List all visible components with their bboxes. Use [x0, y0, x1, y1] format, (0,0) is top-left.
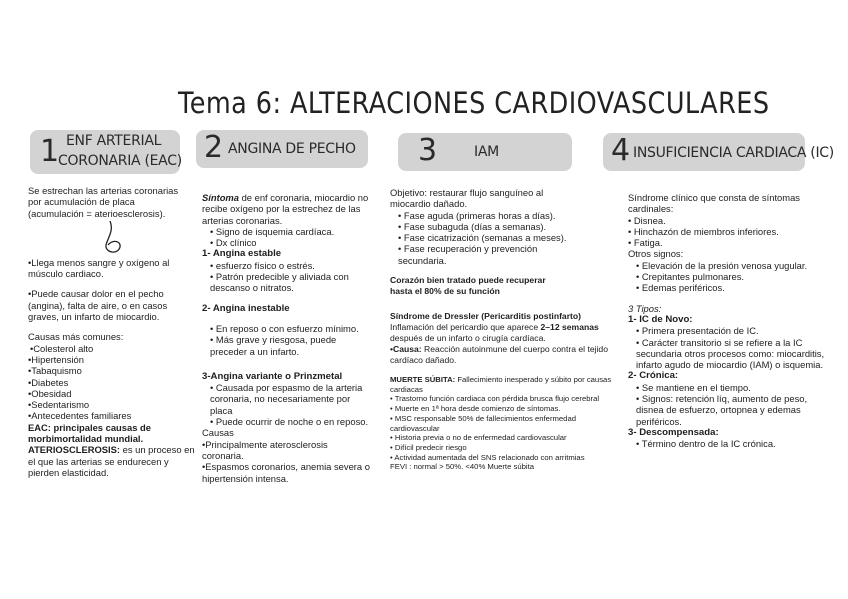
text-line: Otros signos: [628, 248, 684, 260]
text-span: Reacción autoinmune del cuerpo contra el tejido [421, 344, 608, 355]
text-span: de enf coronaria, miocardio no [238, 192, 369, 203]
list-item: •Hipertensión [28, 353, 84, 365]
text-line: después de un infarto o cirugía cardíaca. [390, 333, 546, 344]
list-item: •Tabaquismo [28, 365, 82, 377]
list-item: • Puede ocurrir de noche o en reposo. [210, 416, 369, 428]
text-line: pierden elasticidad. [28, 466, 109, 478]
list-item: • Fatiga. [628, 237, 663, 249]
text-line: Corazón bien tratado puede recuperar [390, 275, 546, 286]
list-item: • Patrón predecible y aliviada con [210, 271, 349, 283]
term-label: MUERTE SÚBITA: [390, 375, 456, 385]
text-line: (acumulación = aterioesclerosis). [28, 207, 166, 219]
section-number: 3 [418, 133, 438, 168]
text-line: graves, un infarto de miocardio. [28, 311, 160, 323]
text-line: •Espasmos coronarios, anemia severa o [202, 461, 370, 473]
text-line: por acumulación de placa [28, 196, 135, 208]
text-line: hipertensión intensa. [202, 472, 289, 484]
list-item: infarto agudo de miocardio (IAM) o isquemia. [636, 359, 824, 371]
text-line: (angina), falta de aire, o en casos [28, 299, 168, 311]
list-item: • En reposo o con esfuerzo mínimo. [210, 322, 359, 334]
text-line: arterias coronarias. [202, 214, 283, 226]
section-title: IAM [474, 144, 499, 160]
text-line [390, 322, 611, 333]
text-line: EAC: principales causas de [28, 421, 151, 433]
term-label: •Causa: [390, 344, 422, 355]
text-line: recibe oxígeno por la estrechez de las [202, 203, 361, 215]
list-item: • MSC responsable 50% de fallecimientos enfermedad [390, 413, 577, 423]
section-header-ic [603, 133, 834, 171]
text-line: FEVI : normal > 50%. <40% Muerte súbita [390, 462, 534, 472]
text-line: Causas [202, 427, 234, 439]
list-item: • Término dentro de la IC crónica. [636, 438, 776, 450]
text-line: Causas más comunes: [28, 331, 124, 343]
list-item: •Colesterol alto [30, 342, 94, 354]
list-item: • Se mantiene en el tiempo. [636, 381, 751, 393]
section-title: INSUFICIENCIA CARDIACA (IC) [633, 145, 834, 161]
subheading: 1- IC de Novo: [628, 313, 693, 325]
list-item: • Historia previa o no de enfermedad cardiovascular [390, 433, 567, 443]
list-item: placa [210, 404, 233, 416]
section-number: 1 [40, 134, 60, 169]
text-line: cardinales: [628, 203, 674, 215]
list-item: • Causada por espasmo de la arteria [210, 382, 363, 394]
term-label: ATERIOSCLEROSIS: [28, 444, 121, 456]
list-item: secundaria otros procesos como: miocarditis, [636, 347, 825, 359]
list-item: preceder a un infarto. [210, 345, 300, 357]
list-item: descanso o nitratos. [210, 282, 294, 294]
list-item: coronaria, no necesariamente por [210, 393, 351, 405]
list-item: • Difícil predecir riesgo [390, 443, 467, 452]
text-line: •Puede causar dolor en el pecho [28, 288, 164, 300]
text-line: músculo cardiaco. [28, 268, 104, 280]
section-header-iam [398, 133, 572, 171]
section-title: ENF ARTERIAL [66, 133, 162, 149]
list-item: periféricos. [636, 415, 682, 427]
subheading: 3- Descompensada: [628, 426, 719, 438]
text-line: Síndrome clínico que consta de síntomas [628, 192, 800, 203]
list-item: • Fase subaguda (días a semanas). [398, 220, 547, 232]
subheading: Síndrome de Dressler (Pericarditis postinfarto) [390, 311, 582, 322]
list-item: • Fase recuperación y prevención [398, 243, 538, 255]
text-span: 2–12 semanas [540, 322, 599, 333]
section-number: 4 [611, 133, 631, 168]
text-line: morbimortalidad mundial. [28, 433, 144, 445]
subheading: 3 Tipos: [628, 302, 662, 314]
section-header-eac [30, 130, 180, 174]
list-item: • Signo de isquemia cardíaca. [210, 225, 335, 237]
text-line: miocardio dañado. [390, 198, 468, 210]
list-item: •Antecedentes familiares [28, 410, 132, 422]
text-line: hasta el 80% de su función [390, 286, 500, 297]
subheading: 2- Crónica: [628, 370, 679, 382]
column-eac [28, 185, 195, 478]
text-span: Inflamación del pericardio que aparece [390, 322, 541, 333]
list-item: • Edemas periféricos. [636, 282, 725, 294]
column-angina [202, 192, 370, 484]
list-item: • Actividad aumentada del SNS relacionado con arritmias [390, 452, 585, 462]
term-label: Síntoma [202, 192, 239, 203]
text-line: el que las arterias se endurecen y [28, 455, 169, 467]
list-item: • Dx clínico [210, 237, 257, 249]
text-line: cardiovascular [390, 423, 440, 433]
list-item: • esfuerzo físico o estrés. [210, 259, 315, 271]
text-line [390, 375, 611, 385]
subheading: 2- Angina inestable [202, 302, 290, 314]
list-item: •Sedentarismo [28, 399, 90, 411]
text-line [28, 444, 195, 455]
list-item: • Signos: retención líq, aumento de peso, [636, 393, 808, 405]
list-item: •Diabetes [28, 376, 69, 388]
section-number: 2 [204, 130, 224, 165]
subheading: 3-Angina variante o Prinzmetal [202, 370, 343, 382]
list-item: • Fase aguda (primeras horas a días). [398, 209, 556, 221]
column-iam [390, 187, 611, 472]
section-title: CORONARIA (EAC) [58, 153, 182, 169]
list-item: • Muerte en 1ª hora desde comienzo de síntomas. [390, 404, 561, 414]
list-item: •Obesidad [28, 387, 72, 399]
list-item: • Carácter transitorio si se refiere a la IC [636, 336, 803, 348]
text-line [202, 192, 370, 203]
list-item: secundaria. [398, 254, 447, 266]
list-item: • Más grave y riesgosa, puede [210, 334, 337, 346]
text-line [390, 344, 611, 355]
text-line: cardíaco dañado. [390, 355, 457, 366]
list-item: disnea de esfuerzo, ortopnea y edemas [636, 404, 801, 416]
page-title: Tema 6: ALTERACIONES CARDIOVASCULARES [178, 86, 770, 120]
text-line: Objetivo: restaurar flujo sanguíneo al [390, 187, 544, 198]
subheading: 1- Angina estable [202, 248, 282, 260]
section-header-angina [196, 130, 368, 168]
text-line: Se estrechan las arterias coronarias [28, 185, 179, 196]
text-line: •Principalmente aterosclerosis [202, 438, 328, 450]
section-title: ANGINA DE PECHO [228, 141, 356, 157]
list-item: • Elevación de la presión venosa yugular. [636, 259, 808, 271]
column-ic [628, 192, 824, 450]
text-line: coronaria. [202, 449, 244, 461]
text-line: •Llega menos sangre y oxígeno al [28, 256, 170, 268]
list-item: • Fase cicatrización (semanas a meses). [398, 232, 567, 244]
list-item: • Trastorno función cardiaca con pérdida brusca flujo cerebral [390, 394, 600, 404]
arrow-down-icon [96, 219, 136, 257]
text-line: cardiacas [390, 384, 423, 394]
list-item: • Hinchazón de miembros inferiores. [628, 225, 779, 237]
text-span: es un proceso en [120, 444, 195, 456]
list-item: • Disnea. [628, 214, 666, 226]
text-span: Fallecimiento inesperado y súbito por causas [455, 375, 612, 385]
list-item: • Crepitantes pulmonares. [636, 271, 745, 283]
list-item: • Primera presentación de IC. [636, 325, 759, 337]
